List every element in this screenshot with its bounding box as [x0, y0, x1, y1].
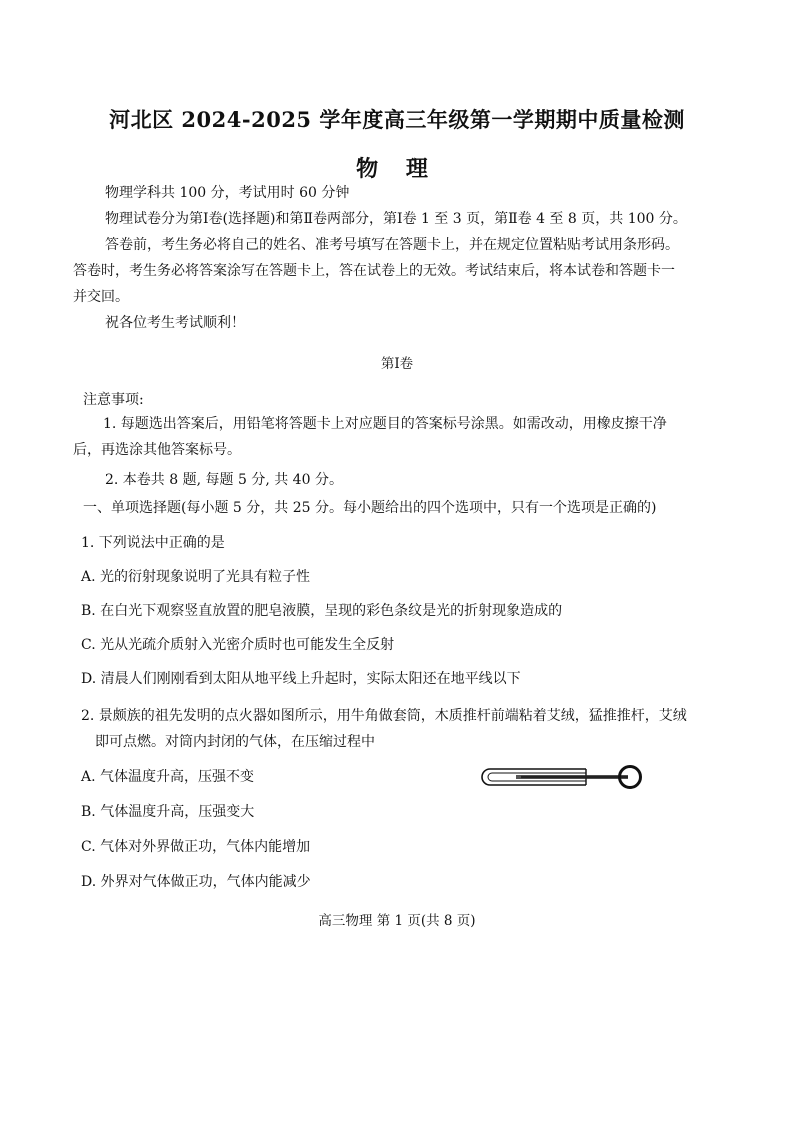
question-2-stem-b: 即可点燃。对筒内封闭的气体，在压缩过程中	[95, 734, 375, 750]
intro-good-luck: 祝各位考生考试顺利！	[105, 315, 245, 331]
question-2-option-c: C. 气体对外界做正功，气体内能增加	[81, 839, 311, 855]
subject-title: 物 理	[356, 156, 438, 182]
question-1-stem: 1. 下列说法中正确的是	[81, 535, 225, 551]
question-1-option-d: D. 清晨人们刚刚看到太阳从地平线上升起时，实际太阳还在地平线以下	[81, 671, 521, 687]
intro-instructions-2: 答卷时，考生务必将答案涂写在答题卡上，答在试卷上的无效。考试结束后，将本试卷和答题卡一	[73, 263, 675, 279]
intro-instructions-1: 答卷前，考生务必将自己的姓名、准考号填写在答题卡上，并在规定位置粘贴考试用条形码。	[105, 237, 679, 253]
question-2-stem-a: 2. 景颇族的祖先发明的点火器如图所示，用牛角做套筒，木质推杆前端粘着艾绒，猛推推杆，艾绒	[81, 708, 687, 724]
notes-item-1b: 后，再选涂其他答案标号。	[73, 442, 241, 458]
page-footer: 高三物理 第 1 页(共 8 页)	[318, 913, 476, 929]
intro-paper-structure: 物理试卷分为第Ⅰ卷(选择题)和第Ⅱ卷两部分，第Ⅰ卷 1 至 3 页，第Ⅱ卷 4 至 8 页，共 100 分。	[105, 211, 687, 227]
question-1-option-c: C. 光从光疏介质射入光密介质时也可能发生全反射	[81, 637, 395, 653]
notes-heading: 注意事项:	[83, 392, 144, 408]
question-1-option-b: B. 在白光下观察竖直放置的肥皂液膜，呈现的彩色条纹是光的折射现象造成的	[81, 603, 563, 619]
question-2-option-d: D. 外界对气体做正功，气体内能减少	[81, 874, 311, 890]
fire-piston-figure	[476, 760, 644, 794]
section-label: 第Ⅰ卷	[380, 356, 414, 372]
intro-instructions-3: 并交回。	[73, 289, 129, 305]
question-1-option-a: A. 光的衍射现象说明了光具有粒子性	[81, 569, 311, 585]
tinder	[516, 775, 521, 779]
notes-item-1a: 1. 每题选出答案后，用铅笔将答题卡上对应题目的答案标号涂黑。如需改动，用橡皮擦干净	[103, 416, 667, 432]
part1-heading: 一、单项选择题(每小题 5 分，共 25 分。每小题给出的四个选项中，只有一个选项是正确的)	[83, 500, 657, 516]
question-2-option-b: B. 气体温度升高，压强变大	[81, 804, 255, 820]
intro-score-time: 物理学科共 100 分，考试用时 60 分钟	[105, 185, 350, 201]
piston-rod	[520, 775, 628, 779]
exam-title: 河北区 2024-2025 学年度高三年级第一学期期中质量检测	[109, 107, 685, 132]
notes-item-2: 2. 本卷共 8 题, 每题 5 分, 共 40 分。	[105, 472, 343, 488]
question-2-option-a: A. 气体温度升高，压强不变	[81, 769, 255, 785]
